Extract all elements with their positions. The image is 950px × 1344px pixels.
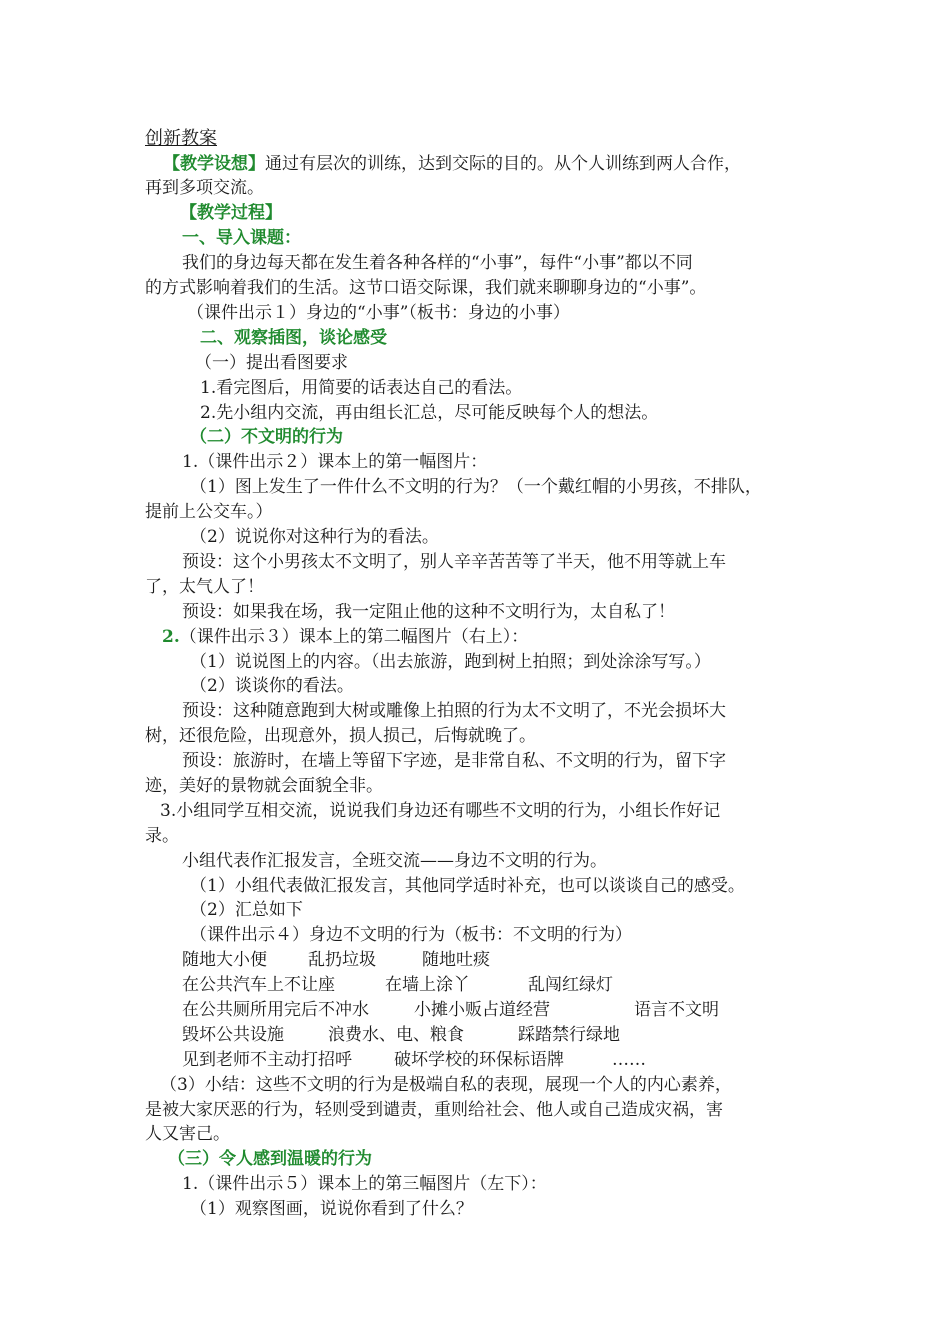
picture2-item: [162, 625, 528, 649]
picture1-q2: （2）说说你对这种行为的看法。: [190, 527, 439, 547]
picture1-preset1: 预设：这个小男孩太不文明了，别人辛辛苦苦等了半天，他不用等就上车: [182, 552, 726, 572]
picture2-preset1-cont: 树，还很危险，出现意外，损人损己，后悔就晚了。: [145, 726, 536, 746]
list-item: 毁坏公共设施: [182, 1025, 284, 1045]
design-text: 通过有层次的训练，达到交际的目的。从个人训练到两人合作，: [265, 154, 741, 174]
picture3-item: 1.（课件出示５）课本上的第三幅图片（左下）：: [182, 1174, 547, 1194]
sub1-item-2: 2.先小组内交流，再由组长汇总，尽可能反映每个人的想法。: [200, 403, 659, 423]
picture1-preset2: 预设：如果我在场，我一定阻止他的这种不文明行为，太自私了！: [182, 602, 675, 622]
list-item: 在公共汽车上不让座: [182, 975, 335, 995]
group-exchange-item-cont: 录。: [145, 826, 179, 846]
design-label: 【教学设想】: [163, 154, 265, 174]
list-item: 见到老师不主动打招呼: [182, 1050, 352, 1070]
process-heading: 【教学过程】: [180, 203, 282, 223]
picture2-number: 2.: [162, 627, 180, 647]
picture1-q1: （1）图上发生了一件什么不文明的行为？（一个戴红帽的小男孩，不排队，: [190, 477, 762, 497]
picture2-q1: （1）说说图上的内容。（出去旅游，跑到树上拍照；到处涂涂写写。）: [190, 652, 711, 672]
section2-heading: 二、观察插图，谈论感受: [200, 328, 387, 348]
list-item: 在墙上涂丫: [385, 975, 470, 995]
list-item: 语言不文明: [634, 1000, 719, 1020]
picture2-text: （课件出示３）课本上的第二幅图片（右上）：: [179, 627, 529, 647]
sub1-item-1: 1.看完图后，用简要的话表达自己的看法。: [200, 378, 523, 398]
list-item: ……: [612, 1050, 646, 1070]
group-exchange-item: 3.小组同学互相交流，说说我们身边还有哪些不文明的行为，小组长作好记: [160, 801, 721, 821]
summary-cont: 是被大家厌恶的行为，轻则受到谴责，重则给社会、他人或自己造成灾祸，害: [145, 1100, 723, 1120]
group-report: 小组代表作汇报发言，全班交流——身边不文明的行为。: [182, 851, 607, 871]
picture3-q1: （1）观察图画，说说你看到了什么？: [190, 1199, 473, 1219]
list-item: 在公共厕所用完后不冲水: [182, 1000, 369, 1020]
list-item: 乱闯红绿灯: [528, 975, 613, 995]
s1-courseware: （课件出示１）身边的“小事”（板书：身边的小事）: [187, 303, 570, 323]
picture2-preset2: 预设：旅游时，在墙上等留下字迹，是非常自私、不文明的行为，留下字: [182, 751, 726, 771]
picture1-q1-cont: 提前上公交车。）: [145, 502, 273, 522]
group-report-1: （1）小组代表做汇报发言，其他同学适时补充，也可以谈谈自己的感受。: [190, 876, 745, 896]
list-item: 乱扔垃圾: [308, 950, 376, 970]
summary: （3）小结：这些不文明的行为是极端自私的表现，展现一个人的内心素养，: [160, 1075, 732, 1095]
picture2-preset1: 预设：这种随意跑到大树或雕像上拍照的行为太不文明了，不光会损坏大: [182, 701, 726, 721]
list-item: 踩踏禁行绿地: [518, 1025, 620, 1045]
picture2-q2: （2）谈谈你的看法。: [190, 676, 354, 696]
list-item: 随地大小便: [182, 950, 267, 970]
list-item: 浪费水、电、粮食: [328, 1025, 464, 1045]
list-item: 随地吐痰: [422, 950, 490, 970]
sub2-heading: （二）不文明的行为: [190, 427, 343, 447]
doc-title: 创新教案: [145, 128, 217, 149]
design-text-cont: 再到多项交流。: [145, 178, 264, 198]
picture1-preset1-cont: 了，太气人了！: [145, 577, 264, 597]
design-paragraph: [163, 152, 741, 176]
courseware-4: （课件出示４）身边不文明的行为（板书：不文明的行为）: [190, 925, 632, 945]
s1-paragraph-cont: 的方式影响着我们的生活。这节口语交际课，我们就来聊聊身边的“小事”。: [145, 278, 707, 298]
summary-cont-2: 人又害己。: [145, 1124, 230, 1144]
picture1-item: 1.（课件出示２）课本上的第一幅图片：: [182, 452, 488, 472]
group-report-2: （2）汇总如下: [190, 900, 303, 920]
section1-heading: 一、导入课题：: [182, 228, 301, 248]
list-item: 小摊小贩占道经营: [414, 1000, 550, 1020]
sub1-heading: （一）提出看图要求: [195, 353, 348, 373]
s1-paragraph: 我们的身边每天都在发生着各种各样的“小事”，每件“小事”都以不同: [182, 253, 693, 273]
list-item: 破坏学校的环保标语牌: [394, 1050, 564, 1070]
sub3-heading: （三）令人感到温暖的行为: [168, 1149, 372, 1169]
picture2-preset2-cont: 迹，美好的景物就会面貌全非。: [145, 776, 383, 796]
